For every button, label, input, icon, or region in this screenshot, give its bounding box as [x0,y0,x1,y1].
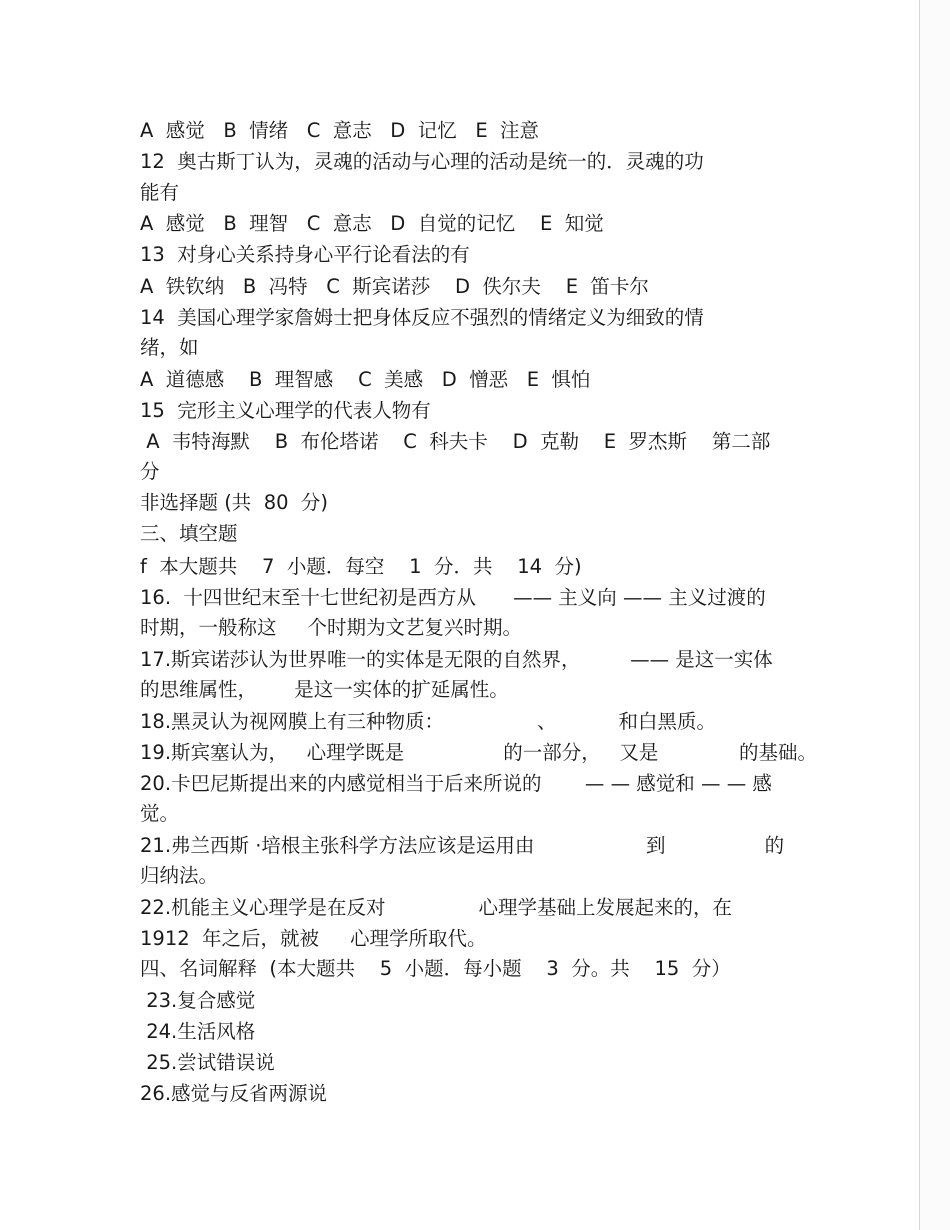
page-edge-divider [919,0,920,1230]
q14-options: A 道德感 B 理智感 C 美感 D 憎恶 E 惧怕 [140,368,591,391]
q13-text: 13 对身心关系持身心平行论看法的有 [140,243,470,266]
section-instructions-fill-blank: f 本大题共 7 小题．每空 1 分．共 14 分) [140,555,582,578]
q15-text: 15 完形主义心理学的代表人物有 [140,399,431,422]
q14-text-cont: 绪，如 [140,336,199,359]
q15-options: A 韦特海默 B 布伦塔诺 C 科夫卡 D 克勒 E 罗杰斯 第二部 [140,430,771,453]
q21-text: 21.弗兰西斯 ·培根主张科学方法应该是运用由 到 的 [140,834,785,857]
q20-text: 20.卡巴尼斯提出来的内感觉相当于后来所说的 — — 感觉和 — — 感 [140,772,772,795]
section-heading-term-definitions: 四、名词解释 (本大题共 5 小题．每小题 3 分。共 15 分） [140,957,731,980]
q13-options: A 铁钦纳 B 冯特 C 斯宾诺莎 D 佚尔夫 E 笛卡尔 [140,275,649,298]
q23-term: 23.复合感觉 [140,989,256,1012]
q20-text-cont: 觉。 [140,802,180,825]
q12-text: 12 奥古斯丁认为，灵魂的活动与心理的活动是统一的．灵魂的功 [140,150,704,173]
q16-text: 16. 十四世纪末至十七世纪初是西方从 —— 主义向 —— 主义过渡的 [140,586,766,609]
q18-text: 18.黑灵认为视网膜上有三种物质： 、 和白黑质。 [140,710,716,733]
q24-term: 24.生活风格 [140,1020,256,1043]
q11-options: A 感觉 B 情绪 C 意志 D 记忆 E 注意 [140,119,540,142]
q17-text: 17.斯宾诺莎认为世界唯一的实体是无限的自然界， —— 是这一实体 [140,648,773,671]
q15-options-cont: 分 [140,460,160,483]
q26-term: 26.感觉与反省两源说 [140,1082,328,1105]
q21-text-cont: 归纳法。 [140,864,219,887]
q22-text: 22.机能主义心理学是在反对 心理学基础上发展起来的，在 [140,896,732,919]
section-heading-fill-blank: 三、填空题 [140,522,238,545]
q17-text-cont: 的思维属性， 是这一实体的扩延属性。 [140,678,509,701]
q25-term: 25.尝试错误说 [140,1051,275,1074]
q22-text-cont: 1912 年之后，就被 心理学所取代。 [140,927,487,950]
section-heading-non-choice: 非选择题 (共 80 分) [140,491,329,514]
q19-text: 19.斯宾塞认为， 心理学既是 的一部分， 又是 的基础。 [140,741,817,764]
q16-text-cont: 时期，一般称这 个时期为文艺复兴时期。 [140,616,522,639]
q14-text: 14 美国心理学家詹姆士把身体反应不强烈的情绪定义为细致的情 [140,306,704,329]
q12-options: A 感觉 B 理智 C 意志 D 自觉的记忆 E 知觉 [140,212,604,235]
page-margin-shade [920,0,950,1230]
q12-text-cont: 能有 [140,181,180,204]
